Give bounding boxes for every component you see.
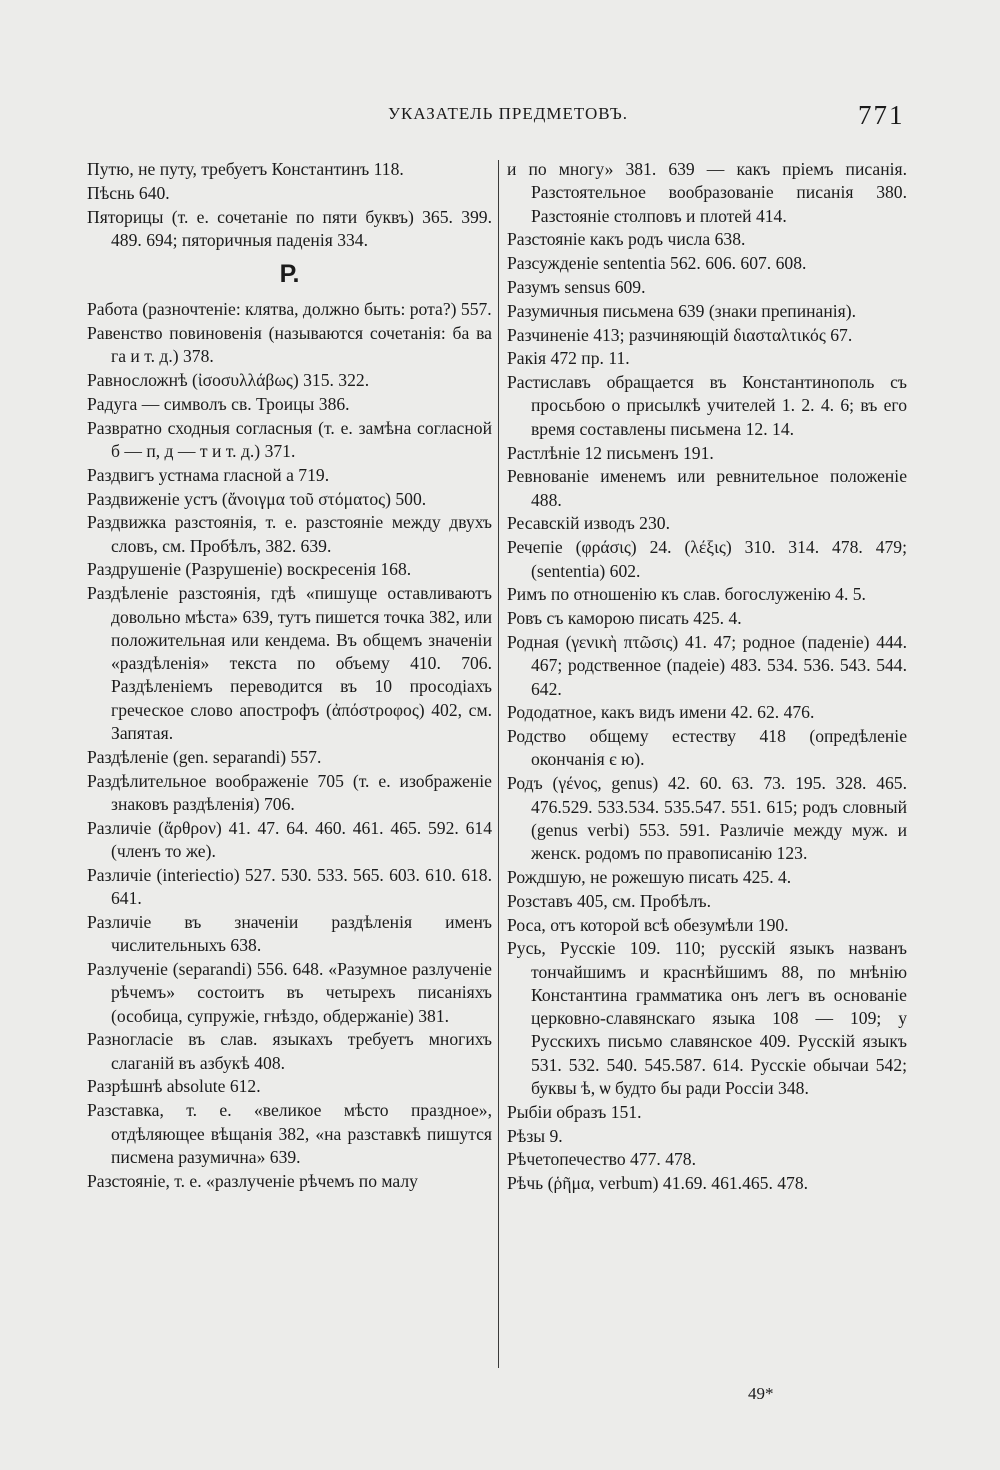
index-entry: Рѣчетопечество 477. 478.: [507, 1149, 696, 1170]
index-entry: Речепіе (φράσις) 24. (λέξις) 310. 314. 478. 479; (sententia) 602.: [507, 537, 907, 581]
index-entry: Рододатное, какъ видъ имени 42. 62. 476.: [507, 702, 815, 723]
index-entry: Различіе (ἄρθρον) 41. 47. 64. 460. 461. 465. 592. 614 (членъ то же).: [87, 817, 492, 862]
right-column: [507, 158, 907, 1196]
index-entry: Ревнованіе именемъ или ревнительное положеніе 488.: [507, 466, 907, 510]
index-entry: Работа (разночтеніе: клятва, должно быть: рота?) 557.: [87, 299, 492, 320]
index-entry: Разстояніе какъ родъ числа 638.: [507, 229, 746, 250]
letter-heading: Р.: [279, 260, 300, 289]
signature-mark: 49*: [748, 1384, 774, 1403]
left-column: [87, 158, 492, 1193]
index-entry: Раздвиженіе устъ (ἄνοιγμα τοῦ στόματος) 500.: [87, 488, 427, 509]
index-entry: Раздрушеніе (Разрушеніе) воскресенія 168.: [87, 559, 412, 580]
index-entry: Рыбіи образъ 151.: [507, 1101, 642, 1122]
index-entry: Пяторицы (т. е. сочетаніе по пяти буквъ) 365. 399. 489. 694; пяторичныя паденія 334.: [87, 206, 492, 250]
index-entry: Рождшую, не рожешую писать 425. 4.: [507, 866, 792, 887]
index-entry: Разставка, т. е. «великое мѣсто праздное», отдѣляющее вѣщанія 382, «на разставкѣ пишутся писмена разумична» 639.: [87, 1100, 492, 1167]
column-divider: [498, 160, 499, 1368]
index-entry: Раздвижка разстоянія, т. е. разстояніе между двухъ словъ, см. Пробѣлъ, 382. 639.: [87, 512, 492, 556]
index-entry: Ракія 472 пр. 11.: [507, 348, 630, 369]
index-entry: Ресавскій изводъ 230.: [507, 513, 670, 534]
index-entry: Родство общему естеству 418 (опредѣленіе окончанія є ю).: [507, 726, 907, 770]
index-entry: Развратно сходныя согласныя (т. е. замѣна согласной б — п, д — т и т. д.) 371.: [87, 417, 492, 461]
index-entry: Разлученіе (separandi) 556. 648. «Разумное разлученіе рѣчемъ» состоитъ въ четырехъ писаніяхъ (особица, супружіе, гнѣздо, обдержаніе) 381.: [87, 959, 492, 1026]
index-entry: Растлѣніе 12 письменъ 191.: [507, 442, 714, 463]
index-entry: Растиславъ обращается въ Константинополь съ просьбою о присылкѣ учителей 1. 2. 4. 6; въ его время составлены письмена 12. 14.: [507, 372, 907, 439]
index-entry: Раздѣленіе разстоянія, гдѣ «пишуще оставливаютъ довольно мѣста» 639, тутъ пишется точка 382, или положительная или кендема. Въ общемъ значеніи «раздѣленія» текста по объему 410. 706. Раздѣленіемъ переводится въ 10 просодіахъ греческое слово апострофъ (ἀπόστροφος) 402, см. Запятая.: [87, 583, 492, 744]
page-number: 771: [858, 100, 905, 130]
index-entry: Родъ (γένος, genus) 42. 60. 63. 73. 195. 328. 465. 476.529. 533.534. 535.547. 551. 615; родъ словный (genus verbi) 553. 591. Различіе между муж. и женск. родомъ по правописанію 123.: [507, 773, 907, 864]
index-entry: Равносложнѣ (ἰσοσυλλάβως) 315. 322.: [87, 370, 370, 391]
index-entry: Розставъ 405, см. Пробѣлъ.: [507, 890, 711, 911]
index-entry: Равенство повиновенія (называются сочетанія: ба ва га и т. д.) 378.: [87, 322, 492, 367]
index-entry: Родная (γενικὴ πτῶσις) 41. 47; родное (паденіе) 444. 467; родственное (падеіе) 483. 534. 536. 543. 544. 642.: [507, 631, 907, 699]
index-entry: Разногласіе въ слав. языкахъ требуетъ многихъ слаганій въ азбукѣ 408.: [87, 1029, 492, 1073]
index-entry: Пѣснь 640.: [87, 182, 170, 203]
index-entry: Рѣчь (ῥῆμα, verbum) 41.69. 461.465. 478.: [507, 1173, 809, 1194]
index-entry: Разумичныя письмена 639 (знаки препинанія).: [507, 300, 857, 321]
index-entry: Различіе въ значеніи раздѣленія именъ числительныхъ 638.: [87, 911, 492, 956]
index-entry: и по многу» 381. 639 — какъ пріемъ писанія. Разстоятельное вообразованіе писанія 380. Разстояніе столповъ и плотей 414.: [507, 159, 907, 226]
index-entry: Путю, не путу, требуетъ Константинъ 118.: [87, 159, 404, 179]
index-entry: Разсужденіе sententia 562. 606. 607. 608.: [507, 253, 807, 274]
index-entry: Раздѣлительное воображеніе 705 (т. е. изображеніе знаковъ раздѣленія) 706.: [87, 770, 492, 814]
index-entry: Роса, отъ которой всѣ обезумѣли 190.: [507, 914, 789, 935]
index-entry: Разчиненіе 413; разчиняющій διασταλτικός 67.: [507, 324, 853, 345]
index-entry: Ровъ съ каморою писать 425. 4.: [507, 608, 742, 629]
index-entry: Раздѣленіе (gen. separandi) 557.: [87, 746, 322, 767]
index-entry: Рѣзы 9.: [507, 1125, 563, 1146]
index-entry: Различіе (interiectio) 527. 530. 533. 565. 603. 610. 618. 641.: [87, 864, 492, 909]
index-entry: Радуга — символъ св. Троицы 386.: [87, 393, 350, 414]
index-entry: Разрѣшнѣ absolute 612.: [87, 1076, 261, 1097]
index-entry: Разумъ sensus 609.: [507, 276, 646, 297]
index-entry: Римъ по отношенію къ слав. богослуженію 4. 5.: [507, 584, 866, 605]
index-entry: Разстояніе, т. е. «разлученіе рѣчемъ по малу: [87, 1170, 418, 1191]
index-entry: Русь, Русскіе 109. 110; русскій языкъ названъ тончайшимъ и краснѣйшимъ 88, по мнѣнію Константина грамматика онъ легъ въ основаніе церковно-славянскаго языка 108 — 109; у Русскихъ письмо славянское 409. Русскій языкъ 531. 532. 540. 545.587. 614. Русскіе обычаи 542; буквы ѣ, ѡ будто бы ради Россіи 348.: [507, 938, 907, 1099]
running-title: УКАЗАТЕЛЬ ПРЕДМЕТОВЪ.: [388, 104, 628, 123]
index-entry: Раздвигъ устнама гласной а 719.: [87, 464, 330, 485]
